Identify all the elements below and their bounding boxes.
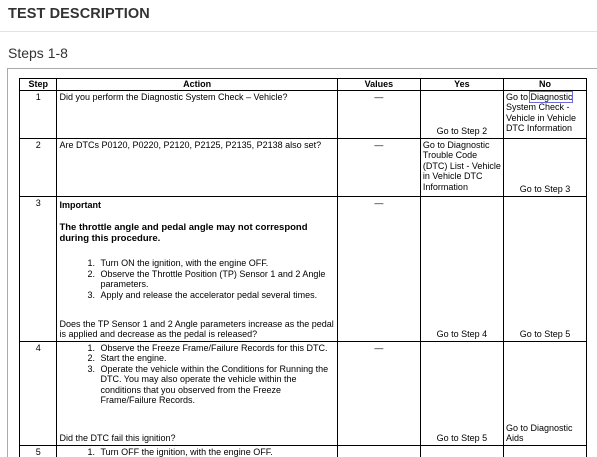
yes-goto[interactable]: Go to Step 4 [421, 329, 503, 340]
steps-panel [7, 68, 597, 457]
yes-goto[interactable]: Go to Step 5 [421, 433, 503, 444]
column-header-no: No [503, 79, 586, 91]
no-cell [503, 90, 586, 138]
list-item: 3. Operate the vehicle within the Conditions for Running the DTC. You may also operate the vehicle within the conditions that you observed from the Freeze Frame/Failure Records. [97, 364, 334, 406]
no-cell [503, 445, 586, 457]
values-cell [337, 445, 420, 457]
action-text: Are DTCs P0120, P0220, P2120, P2125, P2135, P2138 also set? [57, 138, 337, 196]
steps-table [19, 78, 587, 457]
yes-cell [420, 90, 503, 138]
list-item: 3. Apply and release the accelerator pedal several times. [97, 290, 334, 301]
step-number: 2 [20, 138, 57, 196]
list-item: 2. Start the engine. [97, 353, 334, 364]
step-number: 1 [20, 90, 57, 138]
title-divider [0, 31, 597, 32]
question-text: Did the DTC fail this ignition? [59, 433, 334, 444]
column-header-yes: Yes [420, 79, 503, 91]
no-prefix: Go to [506, 92, 531, 102]
no-cell [503, 138, 586, 196]
yes-goto[interactable]: Go to Diagnostic Trouble Code (DTC) List - Vehicle in Vehicle DTC Information [423, 140, 501, 193]
step-number: 4 [20, 341, 57, 445]
action-cell [57, 445, 337, 457]
no-goto[interactable]: Go to Step 5 [504, 329, 586, 340]
no-goto[interactable]: Go to Step 3 [504, 184, 586, 195]
list-item: 1. Turn ON the ignition, with the engine OFF. [97, 258, 334, 269]
values-cell: — [337, 196, 420, 341]
yes-cell [420, 341, 503, 445]
action-cell [57, 341, 337, 445]
yes-cell [420, 445, 503, 457]
table-row [20, 445, 587, 457]
step-number: 5 [20, 445, 57, 457]
diagnostic-link[interactable]: Diagnostic [530, 92, 572, 102]
yes-cell [420, 196, 503, 341]
table-row [20, 341, 587, 445]
yes-goto[interactable]: Go to Step 2 [421, 126, 503, 137]
section-title: Steps 1-8 [8, 45, 68, 61]
step-number: 3 [20, 196, 57, 341]
no-goto[interactable]: Go to Diagnostic Aids [506, 423, 586, 444]
list-item: 1. Turn OFF the ignition, with the engine OFF. [97, 447, 334, 457]
table-row [20, 90, 587, 138]
no-cell [503, 196, 586, 341]
column-header-step: Step [20, 79, 57, 91]
yes-cell [420, 138, 503, 196]
important-label: Important [59, 200, 334, 211]
values-cell: — [337, 138, 420, 196]
table-header-row [20, 79, 587, 91]
action-text: Did you perform the Diagnostic System Check – Vehicle? [57, 90, 337, 138]
no-suffix: System Check - Vehicle in Vehicle DTC Information [506, 102, 576, 133]
values-cell: — [337, 341, 420, 445]
procedure-list [59, 343, 334, 406]
column-header-action: Action [57, 79, 337, 91]
procedure-list [59, 258, 334, 300]
question-text: Does the TP Sensor 1 and 2 Angle parameters increase as the pedal is applied and decrease as the pedal is released? [59, 319, 334, 340]
table-row [20, 138, 587, 196]
no-cell [503, 341, 586, 445]
page-title: TEST DESCRIPTION [8, 6, 150, 22]
values-cell: — [337, 90, 420, 138]
list-item: 2. Observe the Throttle Position (TP) Sensor 1 and 2 Angle parameters. [97, 269, 334, 290]
important-text: The throttle angle and pedal angle may not correspond during this procedure. [59, 222, 334, 244]
list-item: 1. Observe the Freeze Frame/Failure Records for this DTC. [97, 343, 334, 354]
column-header-values: Values [337, 79, 420, 91]
action-cell [57, 196, 337, 341]
table-row [20, 196, 587, 341]
procedure-list [59, 447, 334, 457]
